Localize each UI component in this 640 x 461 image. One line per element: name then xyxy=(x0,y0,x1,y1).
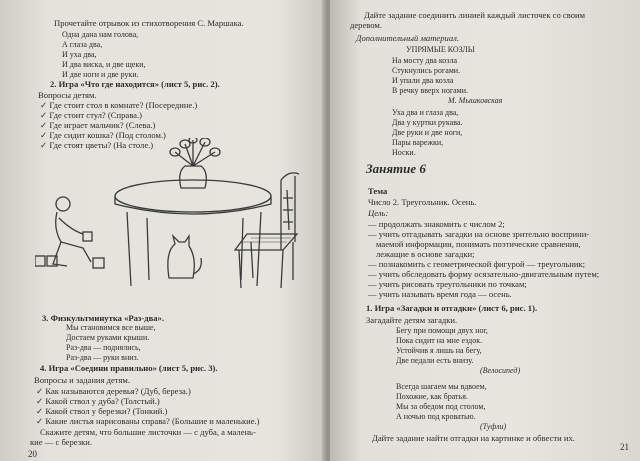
goal-label: Цель: xyxy=(368,208,389,218)
poem-line: На мосту два козла xyxy=(392,56,458,65)
intro-text: Прочетайте отрывок из стихотворения С. Маршака. xyxy=(54,18,244,28)
poem-line: И две ноги и две руки. xyxy=(62,70,139,79)
right-page xyxy=(330,0,640,461)
riddle-answer: (Велосипед) xyxy=(480,366,521,375)
game3-line: Раз-два — поднялись, xyxy=(66,343,141,352)
page-number: 21 xyxy=(620,442,629,452)
list-item: ✓ Какие листья нарисованы справа? (Большие и маленькие.) xyxy=(36,416,260,426)
list-item: ✓ Где играет мальчик? (Слева.) xyxy=(40,120,156,130)
poem-line: Носки. xyxy=(392,148,416,157)
riddle-line: А ночью под кроватью. xyxy=(396,412,476,421)
task-text: Дайте задание соединить линией каждый листочек со своим xyxy=(364,10,586,20)
closing-text: кие — с березки. xyxy=(30,437,93,447)
game3-title: 3. Физкультминутка «Раз-два». xyxy=(42,313,164,323)
riddle-line: Всегда шагаем мы вдвоем, xyxy=(396,382,487,391)
poem-line: А глаза два, xyxy=(62,40,103,49)
poem-line: Две руки и две ноги, xyxy=(392,128,463,137)
goal-item: маемой информации, понимать поэтические сравнения, xyxy=(376,239,581,249)
game3-line: Раз-два — руки вниз. xyxy=(66,353,139,362)
goal-item: лежащие в основе загадки; xyxy=(376,249,475,259)
game2-intro: Вопросы детям. xyxy=(38,90,97,100)
list-item: ✓ Какой ствол у березки? (Тонкий.) xyxy=(36,406,168,416)
lesson-title: Занятие 6 xyxy=(366,161,426,176)
poem-line: И уха два, xyxy=(62,50,97,59)
list-item: ✓ Где стоит стол в комнате? (Посередине.) xyxy=(40,100,198,110)
game4-title: 4. Игра «Соедини правильно» (лист 5, рис. 3). xyxy=(40,363,218,373)
game2-title: 2. Игра «Что где находится» (лист 5, рис. 2). xyxy=(50,79,220,89)
theme-text: Число 2. Треугольник. Осень. xyxy=(368,197,477,207)
closing-text: Скажите детям, что большие листочки — с дуба, а малень- xyxy=(40,427,256,437)
riddle-line: Бегу при помощи двух ног, xyxy=(396,326,488,335)
extra-material-label: Дополнительный материал. xyxy=(356,33,460,43)
poem-line: Одна дана нам голова, xyxy=(62,30,139,39)
goal-item: — продолжать знакомить с числом 2; xyxy=(368,219,505,229)
goal-item: — учить рисовать треугольники по точкам; xyxy=(368,279,527,289)
page-number: 20 xyxy=(28,449,37,459)
list-item: ✓ Где стоят цветы? (На столе.) xyxy=(40,140,154,150)
poem-line: Пары варежки, xyxy=(392,138,444,147)
poem-title: УПРЯМЫЕ КОЗЛЫ xyxy=(406,45,475,54)
game1-intro: Загадайте детям загадки. xyxy=(366,315,458,325)
game4-intro: Вопросы и задания детям. xyxy=(34,375,130,385)
poem-line: Стукнулись рогами. xyxy=(392,66,461,75)
poem-line: И два виска, и две щеки, xyxy=(62,60,146,69)
poem-line: И упали два козла xyxy=(392,76,454,85)
list-item: ✓ Какой ствол у дуба? (Толстый.) xyxy=(36,396,160,406)
poem-line: В речку вверх ногами. xyxy=(392,86,468,95)
poem-line: Два у куртки рукава. xyxy=(392,118,463,127)
riddle-line: Пока сидит на мне ездок. xyxy=(396,336,483,345)
goal-item: — учить называть время года — осень. xyxy=(368,289,512,299)
list-item: ✓ Как называются деревья? (Дуб, береза.) xyxy=(36,386,191,396)
riddle-line: Мы за обедом под столом, xyxy=(396,402,486,411)
riddle-line: Две педали есть внизу. xyxy=(396,356,474,365)
list-item: ✓ Где сидит кошка? (Под столом.) xyxy=(40,130,166,140)
riddle-line: Устойчив я лишь на бегу, xyxy=(396,346,482,355)
task-text: деревом. xyxy=(350,20,383,30)
game1-title: 1. Игра «Загадки и отгадки» (лист 6, рис. 1). xyxy=(366,303,538,313)
poem-author: М. Мышковская xyxy=(448,96,503,105)
goal-item: — учить обследовать форму осязательно-двигательным путем; xyxy=(368,269,600,279)
task-text: Дайте задание найти отгадки на картинке и обвести их. xyxy=(372,433,575,443)
theme-label: Тема xyxy=(368,186,388,196)
list-item: ✓ Где стоит стул? (Справа.) xyxy=(40,110,142,120)
poem-line: Уха два и глаза два, xyxy=(392,108,459,117)
goal-item: — учить отгадывать загадки на основе зрительно восприни- xyxy=(368,229,590,239)
goal-item: — познакомить с геометрической фигурой — треугольник; xyxy=(368,259,586,269)
game3-line: Мы становимся все выше, xyxy=(66,323,156,332)
riddle-answer: (Туфли) xyxy=(480,422,507,431)
riddle-line: Похожие, как братья. xyxy=(396,392,468,401)
game3-line: Достаем руками крыши. xyxy=(66,333,150,342)
room-illustration xyxy=(35,138,315,298)
